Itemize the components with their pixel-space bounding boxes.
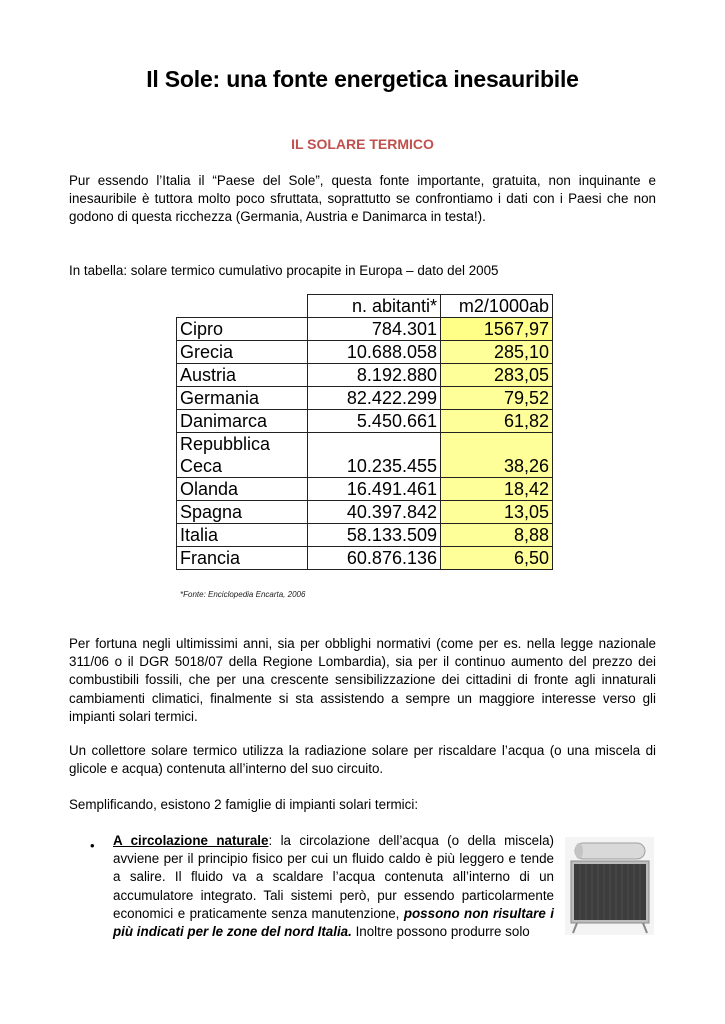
table-row (177, 547, 553, 570)
table-row (177, 341, 553, 364)
cell-abitanti: 784.301 (308, 318, 441, 341)
cell-m2: 285,10 (441, 341, 553, 364)
cell-country: Francia (177, 547, 308, 570)
paragraph-families: Semplificando, esistono 2 famiglie di impianti solari termici: (69, 797, 419, 812)
cell-m2: 79,52 (441, 387, 553, 410)
col-header-abitanti: n. abitanti* (308, 295, 441, 318)
bullet-text-2: Inoltre possono produrre solo (351, 924, 530, 940)
cell-m2: 6,50 (441, 547, 553, 570)
cell-m2: 61,82 (441, 410, 553, 433)
table-row (177, 478, 553, 501)
page-title: Il Sole: una fonte energetica inesauribile (146, 66, 579, 92)
col-header-m2: m2/1000ab (441, 295, 553, 318)
cell-country-line-1: Repubblica (180, 434, 271, 454)
cell-m2: 1567,97 (441, 318, 553, 341)
cell-country: Germania (177, 387, 308, 410)
table-row (177, 410, 553, 433)
solar-table (176, 294, 552, 570)
cell-country: Cipro (177, 318, 308, 341)
cell-country: Spagna (177, 501, 308, 524)
bullet-text-1: : la circolazione dell’acqua (o della miscela) avviene per il principio fisico per cui un fluido caldo è più leggero e tende a salire. Il fluido va a scaldare l’acqua contenuta all’interno di un accumulatore integrato. Tali sistemi però, pur essendo particolarmente economici e praticamente senza manutenzione, (113, 833, 554, 921)
intro-paragraph: Pur essendo l’Italia il “Paese del Sole”, questa fonte importante, gratuita, non inquinante e inesauribile è tuttora molto poco sfruttata, soprattutto se confrontiamo i dati con i Paesi che non godono di questa ricchezza (Germania, Austria e Danimarca in testa!). (69, 173, 656, 225)
cell-abitanti: 60.876.136 (308, 547, 441, 570)
cell-m2: 38,26 (441, 433, 553, 478)
table-row (177, 501, 553, 524)
bullet-emphasis: possono non risultare i più indicati per le zone del nord Italia. (113, 905, 554, 940)
paragraph-collector: Un collettore solare termico utilizza la radiazione solare per riscaldare l’acqua (o una miscela di glicole e acqua) contenuta all’interno del suo circuito. (69, 743, 656, 777)
table-row (177, 524, 553, 547)
table-corner (177, 295, 308, 318)
cell-m2: 8,88 (441, 524, 553, 547)
cell-abitanti: 40.397.842 (308, 501, 441, 524)
bullet-natural-circulation (113, 832, 554, 941)
cell-m2: 18,42 (441, 478, 553, 501)
cell-country (177, 433, 308, 478)
solar-heater-image (565, 837, 654, 935)
cell-country: Olanda (177, 478, 308, 501)
table-row (177, 433, 553, 478)
table-source: *Fonte: Enciclopedia Encarta, 2006 (180, 590, 306, 599)
cell-abitanti: 16.491.461 (308, 478, 441, 501)
table-header-row (177, 295, 553, 318)
cell-abitanti: 10.688.058 (308, 341, 441, 364)
cell-abitanti: 8.192.880 (308, 364, 441, 387)
table-row (177, 364, 553, 387)
table-row (177, 387, 553, 410)
cell-abitanti: 5.450.661 (308, 410, 441, 433)
cell-abitanti: 10.235.455 (308, 433, 441, 478)
cell-country: Grecia (177, 341, 308, 364)
bullet-lead: A circolazione naturale (113, 833, 269, 848)
cell-m2: 13,05 (441, 501, 553, 524)
paragraph-trend: Per fortuna negli ultimissimi anni, sia per obblighi normativi (come per es. nella legge nazionale 311/06 o il DGR 5018/07 della Regione Lombardia), sia per il continuo aumento del prezzo dei combustibili fossili, che per una crescente sensibilizzazione dei cittadini di fronte agli innaturali cambiamenti climatici, finalmente si sta assistendo a sempre un maggiore interesse verso gli impianti solari termici. (69, 636, 656, 724)
cell-abitanti: 82.422.299 (308, 387, 441, 410)
cell-m2: 283,05 (441, 364, 553, 387)
table-caption: In tabella: solare termico cumulativo procapite in Europa – dato del 2005 (69, 263, 499, 278)
cell-country-line-2: Ceca (180, 456, 223, 476)
table-row (177, 318, 553, 341)
bullet-marker: • (90, 838, 95, 853)
cell-country: Italia (177, 524, 308, 547)
cell-abitanti: 58.133.509 (308, 524, 441, 547)
section-heading: IL SOLARE TERMICO (291, 136, 434, 152)
cell-country: Austria (177, 364, 308, 387)
cell-country: Danimarca (177, 410, 308, 433)
